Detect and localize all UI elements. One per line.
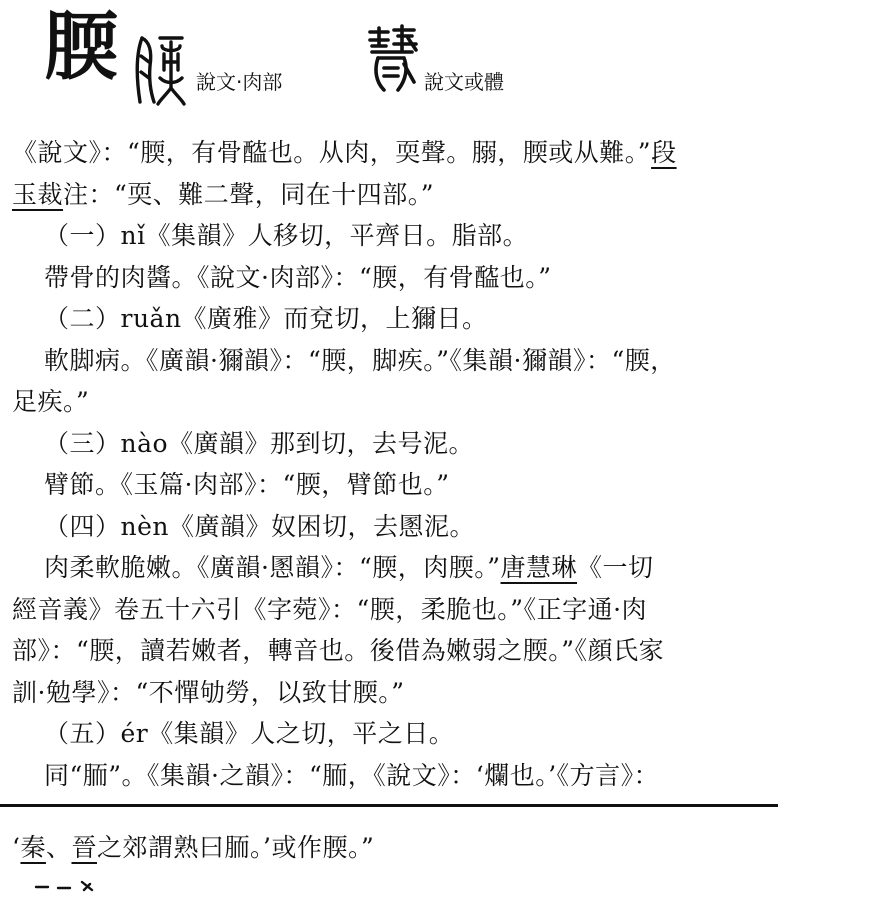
proper-name-underlined: 晉 xyxy=(71,833,97,862)
text-line xyxy=(12,132,782,174)
entry-body xyxy=(12,132,782,796)
text-line xyxy=(12,755,782,797)
seal-source-label-1: 說文·肉部 xyxy=(196,70,283,94)
continued-line xyxy=(12,828,374,868)
text-line xyxy=(12,340,782,382)
text-line xyxy=(12,547,782,589)
text-line xyxy=(12,381,782,423)
text-run: 《一切 xyxy=(577,553,654,582)
text-run: 經音義》卷五十六引《字菀》：“腝，柔脆也。”《正字通·肉 xyxy=(12,594,648,624)
text-run: 臂節。《玉篇·肉部》：“腝，臂節也。” xyxy=(44,470,450,499)
text-run: 訓·勉學》：“不憚劬勞，以致甘腝。” xyxy=(12,677,405,707)
text-line xyxy=(12,464,782,506)
text-run: 《說文》：“腝，有骨醓也。从肉，耎聲。䐞，腝或从難。” xyxy=(12,138,652,167)
text-run: （四）nèn《廣韻》奴困切，去慁泥。 xyxy=(44,511,475,541)
text-run: ‘ xyxy=(12,833,21,862)
page-divider xyxy=(0,804,778,807)
text-run: 帶骨的肉醬。《說文·肉部》：“腝，有骨醓也。” xyxy=(44,262,552,292)
proper-name-underlined: 段 xyxy=(651,138,677,167)
proper-name-underlined: 玉裁 xyxy=(12,179,64,209)
text-run: 同“胹”。《集韻·之韻》：“胹，《說文》：‘爛也。’《方言》： xyxy=(44,760,660,790)
text-run: 之郊謂熟曰胹。’或作腝。” xyxy=(97,833,375,862)
text-line xyxy=(12,174,782,216)
text-run: 肉柔軟脆嫩。《廣韻·慁韻》：“腝，肉腝。” xyxy=(44,553,501,582)
text-run: 足疾。” xyxy=(12,387,90,416)
text-line xyxy=(12,589,782,631)
text-line xyxy=(12,257,782,299)
text-line xyxy=(12,672,782,714)
text-line xyxy=(12,423,782,465)
text-run: 注：“耎、難二聲，同在十四部。” xyxy=(63,179,435,209)
seal-script-glyph-1 xyxy=(132,32,186,108)
seal-source-label-2: 說文或體 xyxy=(424,70,504,94)
text-run: （一）nǐ《集韻》人移切，平齊日。脂部。 xyxy=(44,221,529,250)
text-line xyxy=(12,506,782,548)
text-run: （三）nào《廣韻》那到切，去号泥。 xyxy=(44,428,475,458)
seal-script-glyph-2 xyxy=(364,24,420,94)
text-run: （五）ér《集韻》人之切，平之日。 xyxy=(44,719,455,748)
text-line xyxy=(12,713,782,755)
text-line xyxy=(12,298,782,340)
cropped-text-fragment xyxy=(28,878,96,892)
text-run: 軟脚病。《廣韻·獮韻》：“腝，脚疾。”《集韻·獮韻》：“腝， xyxy=(44,345,676,375)
text-line xyxy=(12,215,782,257)
headword-character: 腝 xyxy=(44,4,116,90)
proper-name-underlined: 唐慧琳 xyxy=(500,553,578,582)
text-line xyxy=(12,630,782,672)
proper-name-underlined: 秦 xyxy=(20,833,46,862)
text-run: 部》：“腝，讀若嫩者，轉音也。後借為嫩弱之腝。”《顔氏家 xyxy=(12,636,665,665)
text-run: 、 xyxy=(45,833,72,862)
text-run: （二）ruǎn《廣雅》而兗切，上獮日。 xyxy=(44,304,488,333)
